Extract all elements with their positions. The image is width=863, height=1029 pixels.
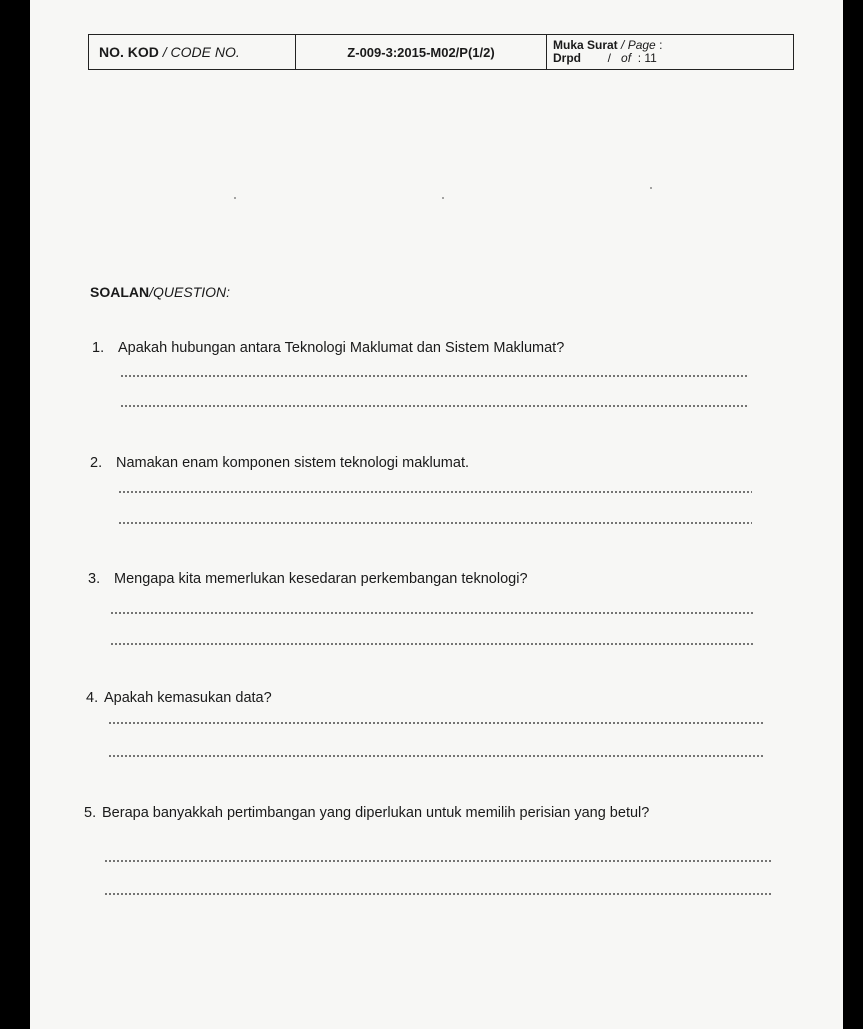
answer-line[interactable]	[120, 405, 748, 407]
page-label-english: / Page	[621, 38, 656, 52]
question-number: 2.	[90, 455, 103, 471]
question-number: 5.	[84, 805, 97, 821]
answer-line[interactable]	[104, 860, 772, 862]
answer-line[interactable]	[104, 893, 772, 895]
page-of-row	[553, 52, 793, 65]
code-label-english: / CODE NO.	[162, 44, 240, 60]
of-label-english: of	[621, 51, 632, 65]
question-number: 3.	[88, 571, 101, 587]
section-title-malay: SOALAN	[90, 284, 150, 300]
question-text: Apakah hubungan antara Teknologi Maklumat dan Sistem Maklumat?	[118, 340, 565, 356]
answer-line[interactable]	[118, 522, 752, 524]
scan-speck	[650, 187, 652, 189]
question-text: Apakah kemasukan data?	[104, 690, 272, 706]
question-number: 4.	[86, 690, 99, 706]
code-number: Z-009-3:2015-M02/P(1/2)	[347, 44, 495, 60]
answer-line[interactable]	[110, 643, 755, 645]
code-label-cell	[89, 35, 296, 70]
question-text: Berapa banyakkah pertimbangan yang diperlukan untuk memilih perisian yang betul?	[102, 805, 650, 821]
answer-line[interactable]	[110, 612, 755, 614]
page-info-cell	[547, 35, 794, 70]
answer-line[interactable]	[108, 722, 764, 724]
code-label: NO. KOD	[99, 44, 159, 60]
question-5	[84, 805, 649, 821]
question-number: 1.	[92, 340, 105, 356]
page-label: Muka Surat	[553, 38, 618, 52]
code-number-cell	[296, 35, 547, 70]
page-colon: :	[659, 38, 663, 52]
question-text: Mengapa kita memerlukan kesedaran perkembangan teknologi?	[114, 571, 528, 587]
scan-speck	[234, 197, 236, 199]
question-1	[92, 340, 564, 356]
total-pages: : 11	[637, 51, 657, 65]
question-2	[90, 455, 469, 471]
answer-line[interactable]	[108, 755, 764, 757]
question-text: Namakan enam komponen sistem teknologi maklumat.	[116, 455, 469, 471]
answer-line[interactable]	[118, 491, 752, 493]
question-3	[88, 571, 528, 587]
document-page	[30, 0, 843, 1029]
answer-line[interactable]	[120, 375, 748, 377]
header-table	[88, 34, 794, 70]
of-slash: /	[607, 51, 612, 65]
question-4	[86, 690, 272, 706]
section-title-english: /QUESTION:	[149, 284, 231, 300]
scan-speck	[442, 197, 444, 199]
section-title	[90, 284, 230, 300]
of-label: Drpd	[553, 51, 581, 65]
